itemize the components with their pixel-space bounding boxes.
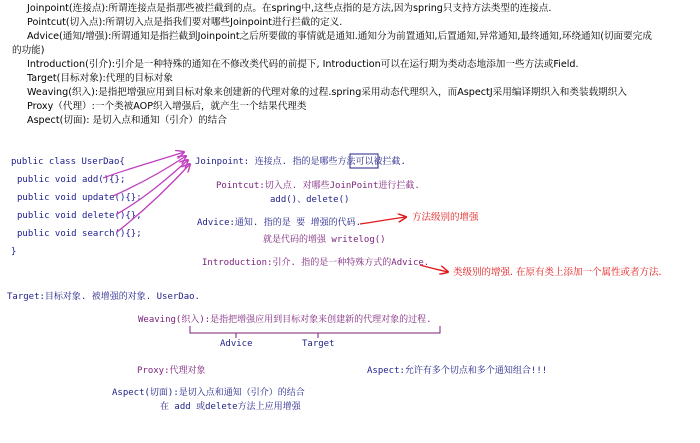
note-joinpoint: Joinpoint: 连接点. 指的是哪些方法可以被拦截. <box>195 157 406 167</box>
definition-target: Target(目标对象):代理的目标对象 <box>27 73 173 84</box>
definition-pointcut: Pointcut(切入点):所谓切入点是指我们要对哪些Joinpoint进行拦截的定义. <box>27 17 343 28</box>
note-aspect-combination: Aspect:允许有多个切点和多个通知组合!!! <box>367 366 548 376</box>
code-method-update: public void update(){}; <box>17 193 142 203</box>
definition-advice: Advice(通知/增强):所谓通知是指拦截到Joinpoint之后所要做的事情就是通知.通知分为前置通知,后置通知,异常通知,最终通知,环绕通知(切面要完成 <box>27 31 652 42</box>
definition-proxy: Proxy（代理）:一个类被AOP织入增强后，就产生一个结果代理类 <box>27 101 307 112</box>
definition-introduction: Introduction(引介):引介是一种特殊的通知在不修改类代码的前提下, Introduction可以在运行期为类动态地添加一些方法或Field. <box>27 59 579 70</box>
arrow-update-to-joinpoint <box>113 156 186 196</box>
arrow-delete-to-joinpoint <box>117 160 188 214</box>
code-class-declaration: public class UserDao{ <box>11 157 125 167</box>
note-pointcut: Pointcut:切入点. 对哪些JoinPoint进行拦截. <box>216 181 420 191</box>
note-proxy: Proxy:代理对象 <box>137 366 206 376</box>
note-aspect-example: 在 add 或delete方法上应用增强 <box>160 402 301 412</box>
note-introduction-level: 类级别的增强. 在原有类上添加一个属性或者方法. <box>453 267 662 278</box>
highlight-box-can <box>350 154 378 168</box>
arrow-search-to-joinpoint <box>117 164 190 232</box>
note-advice-level: 方法级别的增强 <box>412 212 479 223</box>
arrow-advice-level <box>360 217 406 224</box>
definition-weaving: Weaving(织入):是指把增强应用到目标对象来创建新的代理对象的过程.spring采用动态代理织入，而AspectJ采用编译期织入和类装载期织入 <box>27 87 627 98</box>
weaving-bracket <box>190 326 440 333</box>
note-advice: Advice:通知. 指的是 要 增强的代码. <box>197 218 362 228</box>
definition-joinpoint: Joinpoint(连接点):所谓连接点是指那些被拦截到的点。在spring中,这些点指的是方法,因为spring只支持方法类型的连接点. <box>27 3 552 14</box>
definition-aspect: Aspect(切面): 是切入点和通知（引介）的结合 <box>27 115 227 126</box>
definition-advice-cont: 的功能) <box>12 45 45 56</box>
code-method-delete: public void delete(){}; <box>17 211 142 221</box>
code-class-close: } <box>11 247 17 257</box>
note-target: Target:目标对象. 被增强的对象. UserDao. <box>7 292 200 302</box>
note-weaving-target: Target <box>302 339 335 349</box>
note-pointcut-methods: add()、delete() <box>270 195 350 205</box>
note-weaving-advice: Advice <box>220 339 253 349</box>
note-aspect: Aspect(切面):是切入点和通知（引介）的结合 <box>112 388 305 398</box>
note-weaving: Weaving(织入):是指把增强应用到目标对象来创建新的代理对象的过程. <box>138 315 432 325</box>
arrow-introduction-level <box>420 265 448 272</box>
note-introduction: Introduction:引介. 指的是一种特殊方式的Advice. <box>202 258 430 268</box>
code-method-add: public void add(){}; <box>17 175 126 185</box>
note-advice-example: 就是代码的增强 writelog() <box>263 235 386 245</box>
code-method-search: public void search(){}; <box>17 229 142 239</box>
